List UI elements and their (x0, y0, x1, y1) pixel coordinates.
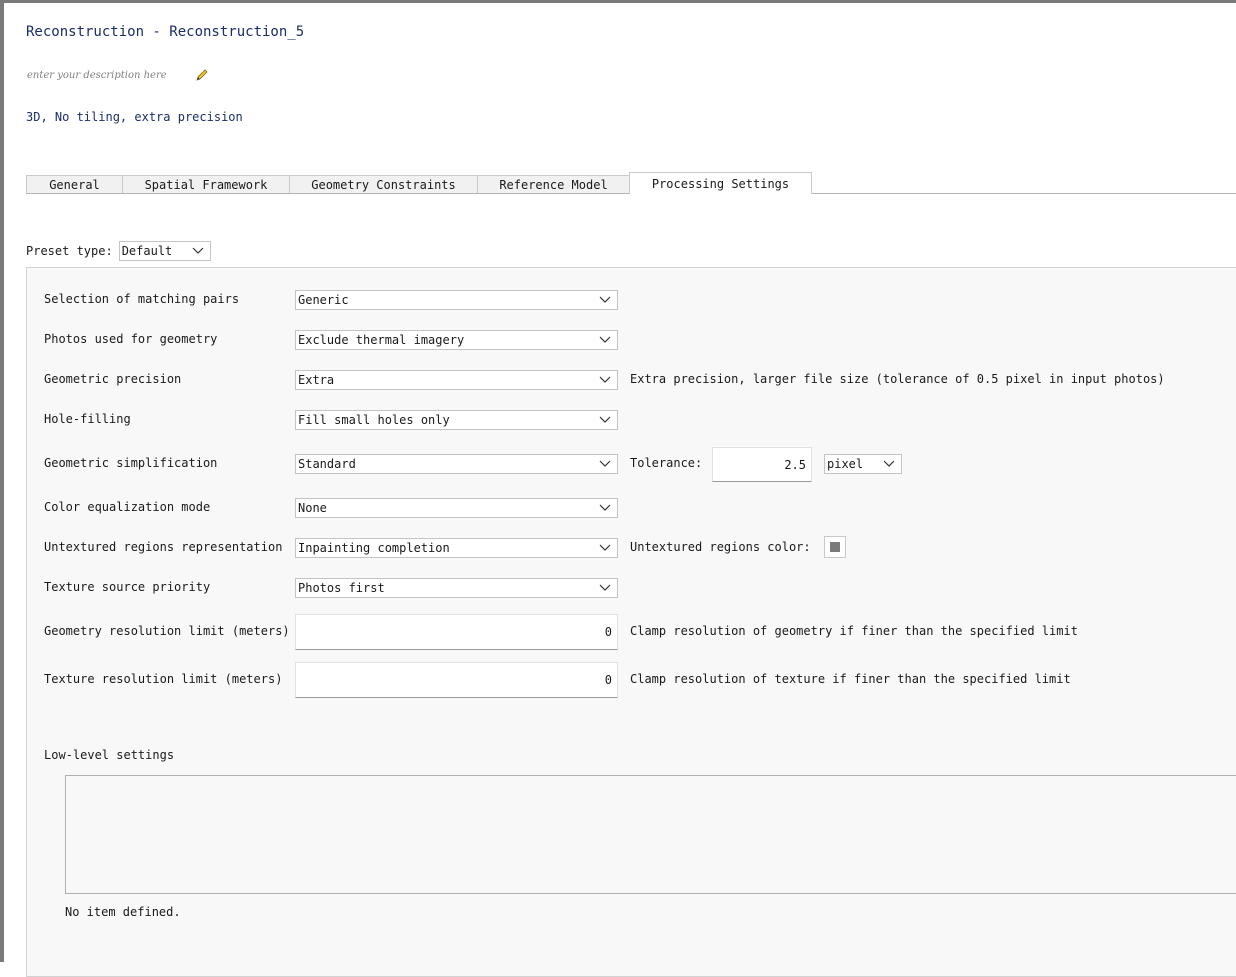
geometry-resolution-label: Geometry resolution limit (meters) (44, 624, 290, 638)
geometric-simplification-select[interactable] (295, 454, 618, 474)
chevron-down-icon (599, 376, 611, 384)
chevron-down-icon (599, 336, 611, 344)
tolerance-input[interactable] (712, 447, 812, 482)
tab-geometry-constraints[interactable] (289, 175, 478, 193)
chevron-down-icon (599, 416, 611, 424)
select-value: Exclude thermal imagery (298, 333, 465, 347)
color-swatch (830, 542, 840, 552)
hole-filling-label: Hole-filling (44, 412, 131, 426)
preset-value: Default (121, 244, 173, 258)
tolerance-label: Tolerance: (630, 456, 703, 470)
tab-reference-model[interactable] (477, 175, 630, 193)
select-value: pixel (827, 457, 864, 471)
preset-row (26, 241, 211, 261)
tab-label: Processing Settings (651, 176, 790, 191)
select-value: Photos first (298, 581, 385, 595)
pencil-icon[interactable] (195, 68, 209, 82)
tab-general[interactable] (26, 175, 123, 193)
untextured-color-label: Untextured regions color: (630, 540, 811, 554)
matching-pairs-label: Selection of matching pairs (44, 292, 240, 306)
select-value: Standard (298, 457, 356, 471)
tab-label: Spatial Framework (144, 177, 268, 192)
tab-label: Geometry Constraints (311, 177, 456, 192)
texture-resolution-label: Texture resolution limit (meters) (44, 672, 283, 686)
chevron-down-icon (192, 247, 204, 255)
empty-list-text: No item defined. (65, 905, 181, 919)
chevron-down-icon (883, 460, 895, 468)
low-level-settings-label: Low-level settings (44, 748, 175, 762)
preset-label: Preset type: (26, 244, 113, 258)
page-title: Reconstruction - Reconstruction_5 (26, 24, 305, 40)
geometric-precision-label: Geometric precision (44, 372, 182, 386)
chevron-down-icon (599, 296, 611, 304)
description-field[interactable]: enter your description here (27, 69, 167, 81)
texture-resolution-input[interactable] (295, 662, 618, 698)
select-value: None (298, 501, 327, 515)
input-value: 0 (604, 673, 612, 687)
tab-bar (26, 172, 1236, 194)
description-row[interactable] (27, 68, 209, 82)
color-equalization-select[interactable] (295, 498, 618, 518)
hole-filling-select[interactable] (295, 410, 618, 430)
texture-priority-label: Texture source priority (44, 580, 211, 594)
tab-spatial-framework[interactable] (122, 175, 290, 193)
tab-label: Reference Model (499, 177, 608, 192)
photos-geometry-label: Photos used for geometry (44, 332, 218, 346)
geometric-simplification-label: Geometric simplification (44, 456, 218, 470)
select-value: Inpainting completion (298, 541, 450, 555)
tab-processing-settings[interactable] (629, 172, 812, 194)
matching-pairs-select[interactable] (295, 290, 618, 310)
chevron-down-icon (599, 544, 611, 552)
chevron-down-icon (599, 460, 611, 468)
tolerance-unit-select[interactable] (824, 454, 902, 474)
geometry-resolution-input[interactable] (295, 614, 618, 650)
chevron-down-icon (599, 504, 611, 512)
texture-priority-select[interactable] (295, 578, 618, 598)
geometric-precision-note: Extra precision, larger file size (tolerance of 0.5 pixel in input photos) (630, 372, 1165, 386)
geometry-resolution-note: Clamp resolution of geometry if finer than the specified limit (630, 624, 1078, 638)
geometric-precision-select[interactable] (295, 370, 618, 390)
select-value: Fill small holes only (298, 413, 450, 427)
low-level-settings-list[interactable] (65, 775, 1236, 894)
input-value: 0 (604, 625, 612, 639)
tab-label: General (49, 177, 100, 192)
color-equalization-label: Color equalization mode (44, 500, 211, 514)
summary-text: 3D, No tiling, extra precision (26, 110, 243, 124)
tolerance-value: 2.5 (784, 457, 806, 472)
photos-geometry-select[interactable] (295, 330, 618, 350)
select-value: Generic (298, 293, 349, 307)
untextured-color-button[interactable] (824, 536, 846, 558)
select-value: Extra (298, 373, 335, 387)
texture-resolution-note: Clamp resolution of texture if finer than the specified limit (630, 672, 1071, 686)
chevron-down-icon (599, 584, 611, 592)
untextured-regions-label: Untextured regions representation (44, 540, 283, 554)
preset-select[interactable] (119, 241, 211, 261)
untextured-regions-select[interactable] (295, 538, 618, 558)
